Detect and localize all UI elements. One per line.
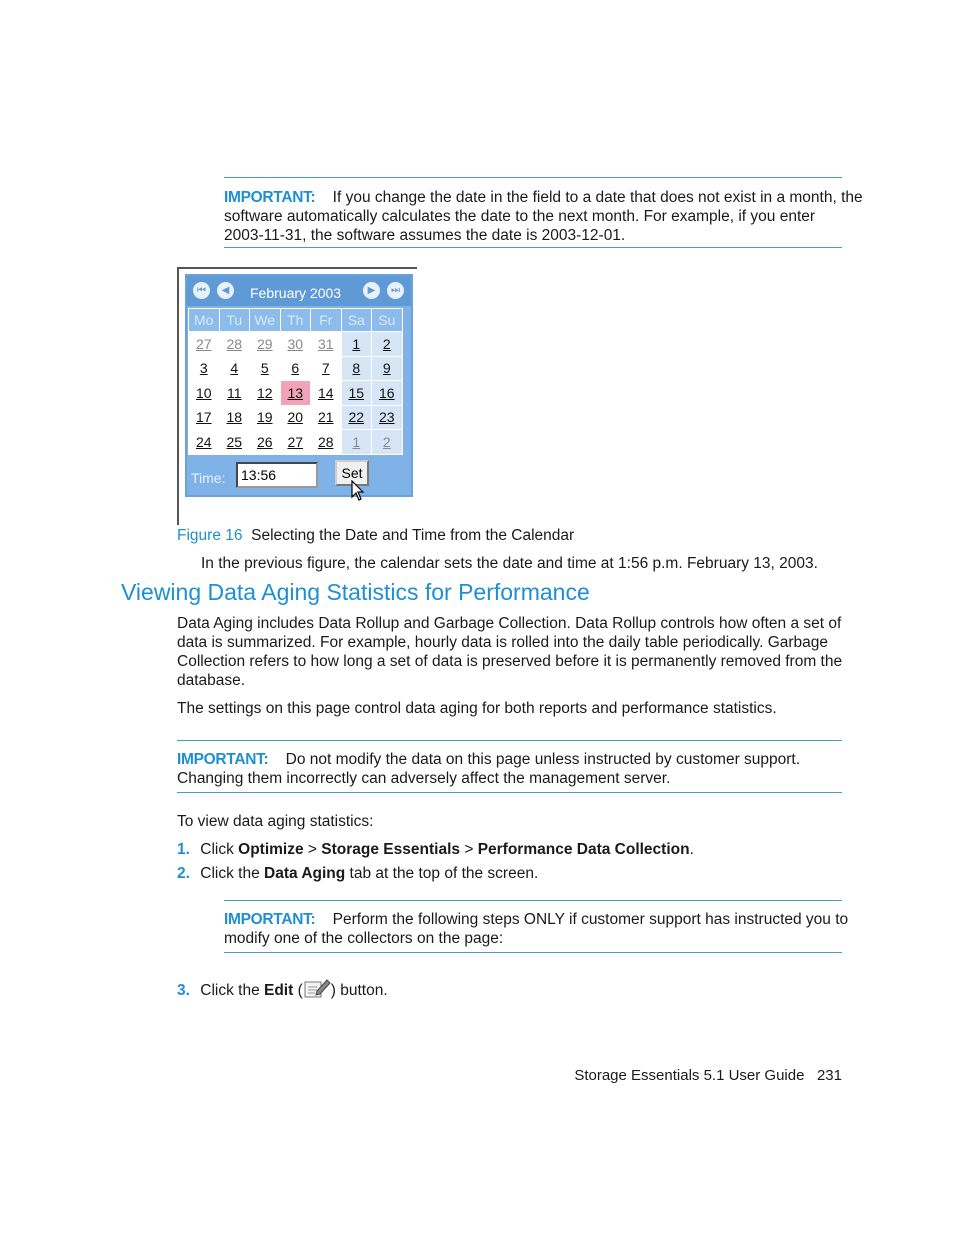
- menu-storage-essentials: Storage Essentials: [321, 841, 460, 858]
- calendar-day[interactable]: 2: [372, 430, 403, 455]
- calendar-week-row: [189, 381, 403, 406]
- calendar-header: [187, 276, 411, 306]
- step-text: tab at the top of the screen.: [349, 865, 539, 882]
- calendar-day[interactable]: 17: [189, 405, 220, 430]
- step-text: Click the: [200, 865, 260, 882]
- weekday-label: Sa: [341, 309, 372, 332]
- weekday-label: Tu: [219, 309, 250, 332]
- important-label: IMPORTANT:: [224, 189, 316, 206]
- step-separator: >: [464, 841, 474, 858]
- step-number: 2.: [177, 865, 190, 882]
- calendar-day[interactable]: 30: [280, 332, 311, 357]
- calendar-day[interactable]: 29: [250, 332, 281, 357]
- intro-line: data is summarized. For example, hourly data is rolled into the daily table periodically. Garbage: [177, 634, 829, 651]
- figure-note: In the previous figure, the calendar sets the date and time at 1:56 p.m. February 13, 2003.: [201, 555, 818, 572]
- calendar-day[interactable]: 25: [219, 430, 250, 455]
- important-label: IMPORTANT:: [177, 751, 269, 768]
- calendar-day[interactable]: 27: [189, 332, 220, 357]
- important-text-line: Do not modify the data on this page unless instructed by customer support.: [285, 751, 801, 768]
- intro-line: Collection refers to how long a set of data is preserved before it is permanently removed from the: [177, 653, 843, 670]
- calendar-day[interactable]: 19: [250, 405, 281, 430]
- edit-icon: [303, 977, 331, 999]
- weekday-label: We: [250, 309, 281, 332]
- step-3: [177, 977, 388, 1000]
- calendar-day[interactable]: 1: [341, 430, 372, 455]
- calendar-day[interactable]: 1: [341, 332, 372, 357]
- mouse-pointer-icon: [351, 480, 365, 502]
- figure-label: Figure 16: [177, 527, 243, 544]
- step-number: 1.: [177, 841, 190, 858]
- weekday-label: Mo: [189, 309, 220, 332]
- step-text: Click the: [200, 982, 260, 999]
- calendar-grid: [188, 308, 403, 455]
- calendar-day[interactable]: 24: [189, 430, 220, 455]
- calendar-day[interactable]: 15: [341, 381, 372, 406]
- calendar-day[interactable]: 21: [311, 405, 342, 430]
- calendar-day[interactable]: 8: [341, 356, 372, 381]
- calendar-day[interactable]: 26: [250, 430, 281, 455]
- calendar-day[interactable]: 2: [372, 332, 403, 357]
- calendar-day[interactable]: 4: [219, 356, 250, 381]
- step-2: [177, 864, 538, 883]
- calendar-day[interactable]: 6: [280, 356, 311, 381]
- weekday-label: Th: [280, 309, 311, 332]
- calendar-day[interactable]: 12: [250, 381, 281, 406]
- important-text-line: Changing them incorrectly can adversely affect the management server.: [177, 770, 671, 787]
- calendar-widget: [185, 274, 413, 497]
- next-month-icon[interactable]: ▶: [363, 282, 380, 299]
- important-text-line: modify one of the collectors on the page:: [224, 930, 504, 947]
- weekday-row: [189, 309, 403, 332]
- page-number: 231: [816, 1067, 842, 1084]
- step-text: Click: [200, 841, 234, 858]
- calendar-day-selected[interactable]: 13: [280, 381, 311, 406]
- menu-optimize: Optimize: [238, 841, 304, 858]
- important-text-line: software automatically calculates the date to the next month. For example, if you enter: [224, 208, 816, 225]
- step-number: 3.: [177, 982, 190, 999]
- tab-data-aging: Data Aging: [264, 865, 346, 882]
- weekday-label: Su: [372, 309, 403, 332]
- calendar-day[interactable]: 31: [311, 332, 342, 357]
- last-month-icon[interactable]: ⏭: [387, 282, 404, 299]
- important-note-date: [224, 177, 863, 248]
- step-end: .: [689, 841, 694, 858]
- important-note-collectors: [224, 900, 849, 953]
- guide-title: Storage Essentials 5.1 User Guide: [574, 1067, 805, 1084]
- steps-intro: To view data aging statistics:: [177, 813, 374, 830]
- calendar-day[interactable]: 20: [280, 405, 311, 430]
- edit-label: Edit: [264, 982, 294, 999]
- page-footer: [574, 1067, 842, 1084]
- calendar-week-row: [189, 332, 403, 357]
- step-1: [177, 840, 694, 859]
- step-text: ) button.: [330, 982, 388, 999]
- important-note-modify: [177, 740, 842, 793]
- intro-line: Data Aging includes Data Rollup and Garbage Collection. Data Rollup controls how often a set of: [177, 615, 842, 632]
- calendar-day[interactable]: 11: [219, 381, 250, 406]
- calendar-week-row: [189, 430, 403, 455]
- calendar-day[interactable]: 5: [250, 356, 281, 381]
- important-text-line: 2003-11-31, the software assumes the date is 2003-12-01.: [224, 227, 626, 244]
- prev-month-icon[interactable]: ◀: [217, 282, 234, 299]
- calendar-day[interactable]: 18: [219, 405, 250, 430]
- calendar-day[interactable]: 28: [311, 430, 342, 455]
- important-text-line: Perform the following steps ONLY if customer support has instructed you to: [332, 911, 849, 928]
- calendar-week-row: [189, 356, 403, 381]
- calendar-day[interactable]: 3: [189, 356, 220, 381]
- weekday-label: Fr: [311, 309, 342, 332]
- set-button[interactable]: Set: [335, 460, 369, 486]
- calendar-day[interactable]: 27: [280, 430, 311, 455]
- menu-performance-data-collection: Performance Data Collection: [477, 841, 690, 858]
- important-label: IMPORTANT:: [224, 911, 316, 928]
- step-paren: (: [297, 982, 303, 999]
- calendar-day[interactable]: 9: [372, 356, 403, 381]
- calendar-day[interactable]: 22: [341, 405, 372, 430]
- time-row: [187, 460, 411, 495]
- calendar-month-title: February 2003: [250, 285, 342, 301]
- time-label: Time:: [191, 470, 226, 486]
- calendar-day[interactable]: 28: [219, 332, 250, 357]
- figure-caption: [177, 526, 574, 545]
- figure-caption-text: Selecting the Date and Time from the Calendar: [251, 527, 575, 544]
- step-separator: >: [307, 841, 317, 858]
- intro-line: database.: [177, 672, 246, 689]
- time-input[interactable]: [236, 462, 318, 488]
- settings-note: The settings on this page control data aging for both reports and performance statistics.: [177, 700, 777, 717]
- calendar-day[interactable]: 7: [311, 356, 342, 381]
- first-month-icon[interactable]: ⏮: [193, 282, 210, 299]
- calendar-day[interactable]: 16: [372, 381, 403, 406]
- important-text-line: If you change the date in the field to a date that does not exist in a month, the: [332, 189, 863, 206]
- section-title: Viewing Data Aging Statistics for Performance: [121, 579, 590, 605]
- calendar-day[interactable]: 23: [372, 405, 403, 430]
- calendar-day[interactable]: 10: [189, 381, 220, 406]
- calendar-week-row: [189, 405, 403, 430]
- calendar-day[interactable]: 14: [311, 381, 342, 406]
